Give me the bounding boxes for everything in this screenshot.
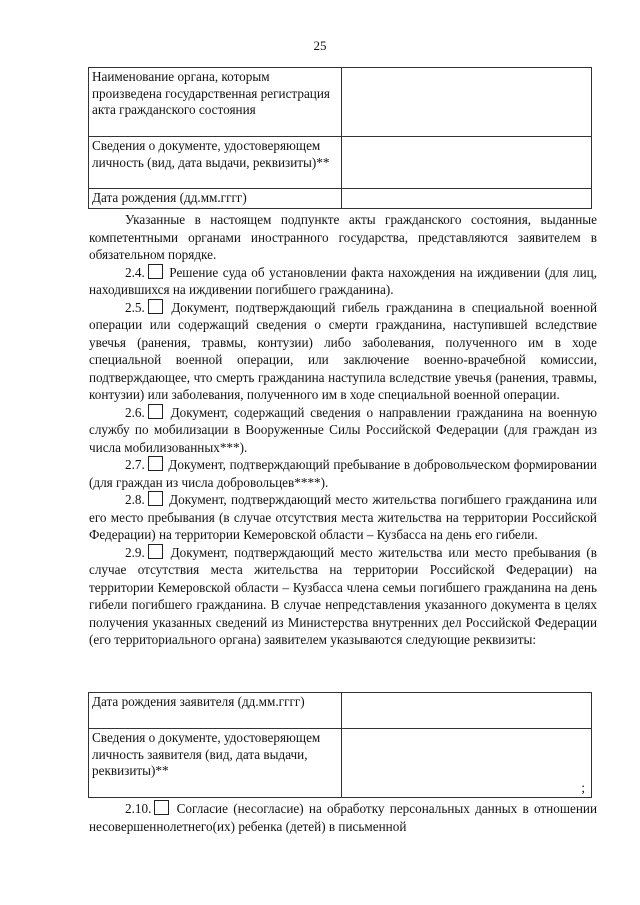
item-text: Документ, подтверждающий место жительства погибшего гражданина или его место пребывания (в случае отсутствия места жительства на территории Российской Федерации) на территории Кемеровской области – Кузбасса на день его гибели. [89, 492, 597, 542]
item-text: Решение суда об установлении факта нахождения на иждивении (для лиц, находившихся на иждивении погибшего гражданина). [89, 264, 598, 297]
item-text: Документ, подтверждающий гибель гражданина в специальной военной операции или содержащий сведения о смерти гражданина, наступившей вследствие увечья (ранения, травмы, контузии) либо заболевания, полученного им в ходе специальной военной операции, или заключение военно-врачебной комиссии, подтверждающее, что смерть гражданина наступила вследствие увечья (ранения, травмы, контузии) или заболевания, полученного им в ходе специальной военной операции. [89, 299, 598, 402]
paragraph-2-5 [89, 299, 597, 404]
section-body-2 [89, 800, 597, 835]
checkbox-2-6[interactable] [148, 404, 163, 419]
item-text: Документ, подтверждающий пребывание в добровольческом формировании (для граждан из числа добровольцев****). [89, 457, 597, 490]
item-text: Документ, содержащий сведения о направлении гражданина на военную службу по мобилизации в Вооруженные Силы Российской Федерации (для граждан из числа мобилизованных***). [89, 404, 598, 455]
paragraph-2-6 [89, 404, 597, 457]
table-row [89, 729, 592, 798]
cell-value-input[interactable] [342, 137, 592, 189]
checkbox-2-5[interactable] [148, 299, 163, 314]
item-number: 2.6. [125, 404, 145, 420]
table-row [89, 68, 592, 137]
paragraph-2-4 [89, 264, 597, 299]
cell-label: Сведения о документе, удостоверяющем личность (вид, дата выдачи, реквизиты)** [89, 137, 342, 189]
section-body-1 [89, 211, 597, 649]
cell-value-input[interactable] [342, 693, 592, 729]
cell-value-input[interactable] [342, 68, 592, 137]
paragraph-note: Указанные в настоящем подпункте акты гражданского состояния, выданные компетентными органами иностранного государства, представляются заявителем в обязательном порядке. [89, 212, 597, 262]
checkbox-2-9[interactable] [148, 544, 163, 559]
cell-value-input[interactable] [342, 729, 592, 798]
paragraph-2-7 [89, 456, 597, 491]
cell-label: Дата рождения заявителя (дд.мм.гггг) [89, 693, 342, 729]
item-text: Документ, подтверждающий место жительства или место пребывания (в случае отсутствия места жительства на территории Российской Федерации) на территории Кемеровской области – Кузбасса члена семьи погибшего гражданина на день гибели погибшего гражданина. В случае непредставления указанного документа в целях получения указанных сведений из Министерства внутренних дел Российской Федерации (его территориального органа) заявителем указываются следующие реквизиты: [89, 544, 598, 647]
table-row [89, 137, 592, 189]
checkbox-2-10[interactable] [154, 800, 169, 815]
item-number: 2.9. [125, 544, 145, 560]
cell-label: Наименование органа, которым произведена государственная регистрация акта гражданского состояния [89, 68, 342, 137]
applicant-table [88, 692, 592, 798]
checkbox-2-4[interactable] [148, 264, 163, 279]
item-text: Согласие (несогласие) на обработку персональных данных в отношении несовершеннолетнего(их) ребенка (детей) в письменной [89, 801, 598, 834]
registry-table [88, 67, 592, 209]
page-number: 25 [313, 38, 327, 53]
item-number: 2.8. [125, 492, 145, 507]
item-number: 2.7. [125, 457, 145, 472]
cell-label: Дата рождения (дд.мм.гггг) [89, 189, 342, 209]
checkbox-2-7[interactable] [148, 456, 163, 471]
item-number: 2.5. [125, 299, 145, 315]
item-number: 2.10. [125, 801, 152, 816]
checkbox-2-8[interactable] [148, 491, 163, 506]
table-row [89, 189, 592, 209]
item-number: 2.4. [125, 264, 145, 280]
cell-label: Сведения о документе, удостоверяющем личность заявителя (вид, дата выдачи, реквизиты)** [89, 729, 342, 798]
trailing-semicolon: ; [581, 779, 585, 795]
cell-value-input[interactable] [342, 189, 592, 209]
table-row [89, 693, 592, 729]
paragraph-2-8 [89, 491, 597, 544]
paragraph-2-10 [89, 800, 597, 835]
paragraph-2-9 [89, 544, 597, 649]
